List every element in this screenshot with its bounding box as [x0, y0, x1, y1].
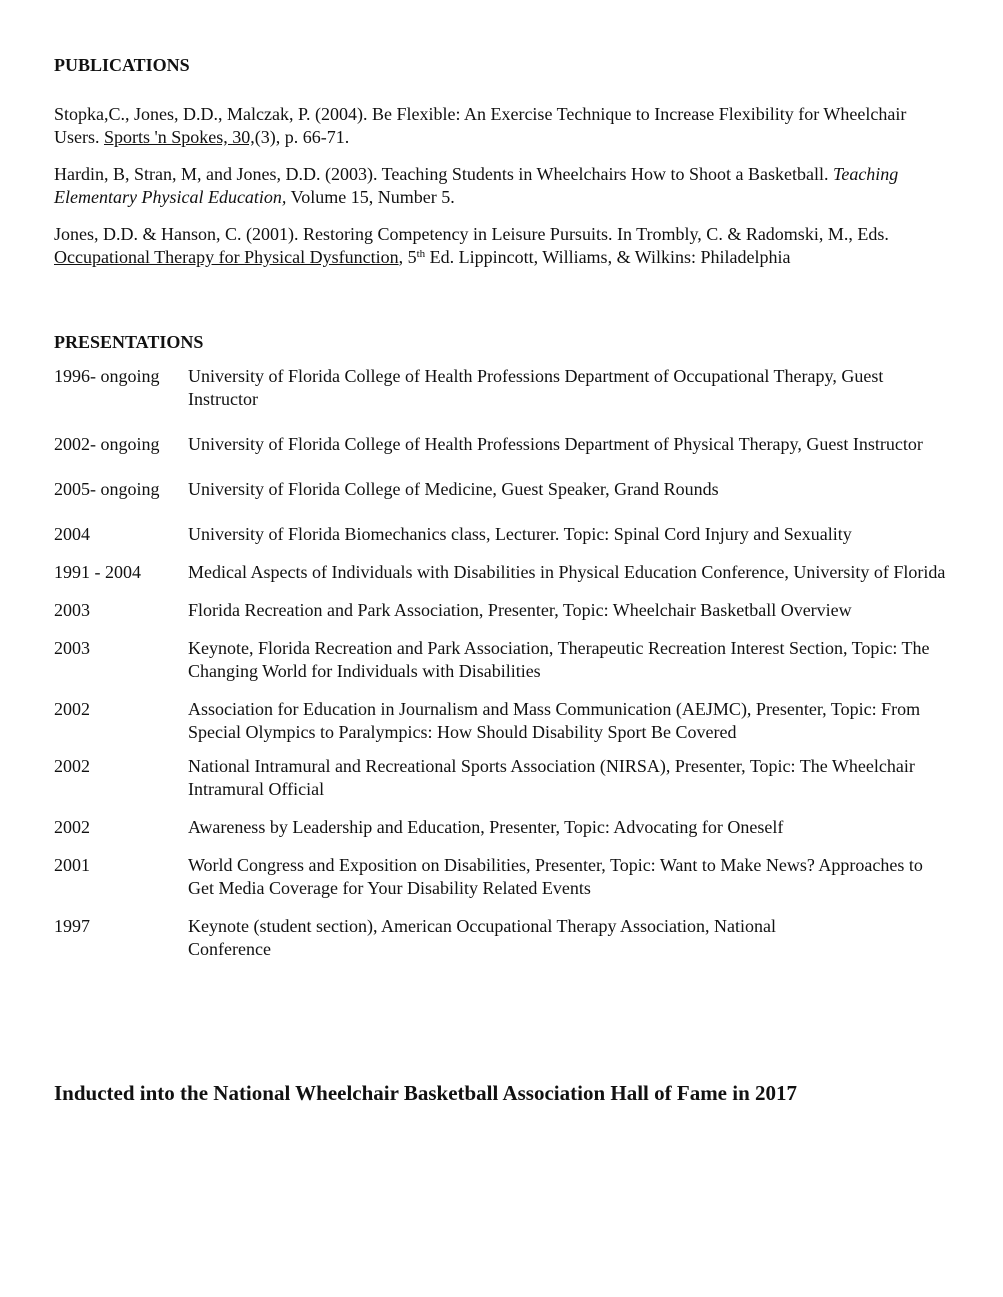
presentation-date: 2002: [54, 699, 90, 719]
publication-text: Jones, D.D. & Hanson, C. (2001). Restoring Competency in Leisure Pursuits. In Trombly, C. & Radomski, M., Eds.: [54, 224, 889, 244]
presentation-date: 2002- ongoing: [54, 434, 160, 454]
presentation-row: [54, 523, 954, 546]
publication-text: Hardin, B, Stran, M, and Jones, D.D. (2003). Teaching Students in Wheelchairs How to Shoot a Basketball.: [54, 164, 833, 184]
presentation-description: Keynote, Florida Recreation and Park Association, Therapeutic Recreation Interest Section, Topic: The Changing World for Individuals with Disabilities: [188, 638, 930, 681]
publication-citation: (3), p. 66-71.: [254, 127, 350, 147]
presentation-date: 1997: [54, 916, 90, 936]
publication-entry: [54, 163, 944, 209]
presentation-description: University of Florida College of Health Professions Department of Occupational Therapy, Guest Instructor: [188, 366, 884, 409]
publication-text: Stopka,C., Jones, D.D., Malczak, P. (2004). Be Flexible: An Exercise Technique to Increase Flexibility for Wheelchair Users.: [54, 104, 907, 147]
presentation-date: 2002: [54, 817, 90, 837]
presentation-row: [54, 599, 954, 622]
presentation-row: [54, 854, 954, 900]
presentation-date: 2005- ongoing: [54, 479, 160, 499]
presentations-list: [54, 365, 954, 961]
presentation-description: Medical Aspects of Individuals with Disabilities in Physical Education Conference, University of Florida: [188, 562, 946, 582]
presentation-description: Florida Recreation and Park Association, Presenter, Topic: Wheelchair Basketball Overview: [188, 600, 852, 620]
presentation-date: 2003: [54, 600, 90, 620]
presentation-date: 2002: [54, 756, 90, 776]
presentation-row: [54, 816, 954, 839]
presentations-heading: PRESENTATIONS: [54, 332, 204, 352]
publication-entry: [54, 103, 944, 149]
publications-list: [54, 103, 944, 283]
publication-edition-prefix: , 5: [398, 247, 417, 267]
presentation-description: World Congress and Exposition on Disabilities, Presenter, Topic: Want to Make News? Approaches to Get Media Coverage for Your Disability Related Events: [188, 855, 923, 898]
publication-edition-suffix: th: [416, 248, 426, 260]
presentation-row: [54, 755, 954, 801]
presentation-row: [54, 365, 954, 411]
publication-entry: [54, 223, 944, 269]
presentation-description: Awareness by Leadership and Education, Presenter, Topic: Advocating for Oneself: [188, 817, 784, 837]
presentation-row: [54, 915, 954, 961]
publication-journal: Teaching Elementary Physical Education,: [54, 164, 899, 207]
presentation-description: National Intramural and Recreational Sports Association (NIRSA), Presenter, Topic: The Wheelchair Intramural Official: [188, 756, 915, 799]
presentation-row: [54, 637, 954, 683]
presentation-date: 2001: [54, 855, 90, 875]
presentation-row: [54, 561, 954, 584]
presentation-date: 1991 - 2004: [54, 562, 141, 582]
publications-heading: PUBLICATIONS: [54, 55, 190, 75]
presentation-description: Association for Education in Journalism and Mass Communication (AEJMC), Presenter, Topic: From Special Olympics to Paralympics: How Should Disability Sport Be Covered: [188, 699, 921, 742]
hall-of-fame-note: Inducted into the National Wheelchair Basketball Association Hall of Fame in 2017: [54, 1081, 798, 1105]
presentation-description: University of Florida College of Medicine, Guest Speaker, Grand Rounds: [188, 479, 719, 499]
presentation-description: University of Florida Biomechanics class, Lecturer. Topic: Spinal Cord Injury and Sexuality: [188, 524, 852, 544]
publication-citation: Ed. Lippincott, Williams, & Wilkins: Philadelphia: [425, 247, 791, 267]
publication-citation: Volume 15, Number 5.: [286, 187, 455, 207]
presentation-row: [54, 478, 954, 501]
presentation-row: [54, 433, 954, 456]
presentation-date: 2003: [54, 638, 90, 658]
presentation-description: University of Florida College of Health Professions Department of Physical Therapy, Guest Instructor: [188, 434, 923, 454]
publication-journal: Sports 'n Spokes, 30,: [104, 127, 255, 147]
presentation-description: Keynote (student section), American Occupational Therapy Association, National Conference: [188, 916, 776, 959]
publication-book-title: Occupational Therapy for Physical Dysfunction: [54, 247, 399, 267]
presentation-date: 1996- ongoing: [54, 366, 160, 386]
presentation-date: 2004: [54, 524, 90, 544]
presentation-row: [54, 698, 954, 744]
